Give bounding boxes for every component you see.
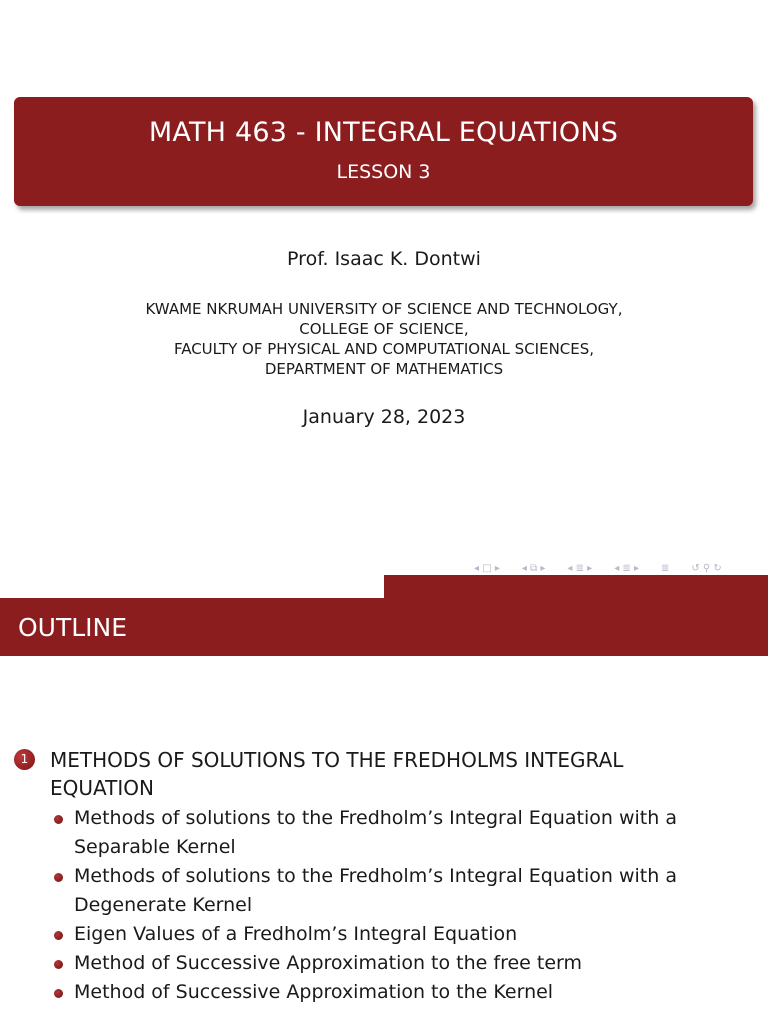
- subsection-list: [14, 804, 714, 1007]
- subsection-link[interactable]: Method of Successive Approximation to the Kernel: [74, 981, 554, 1003]
- subsection-nav-icon[interactable]: ◂ ⧉ ▸: [521, 562, 546, 574]
- list-item: [52, 920, 714, 949]
- navigation-bar: [474, 560, 766, 576]
- subsection-link[interactable]: Method of Successive Approximation to the free term: [74, 952, 583, 974]
- header-accent-block: [384, 575, 768, 598]
- frame-title: OUTLINE: [18, 613, 128, 642]
- presentation-date: January 28, 2023: [302, 406, 466, 428]
- bullet-icon: [54, 931, 63, 940]
- list-item: [52, 978, 714, 1007]
- subsection-link[interactable]: Methods of solutions to the Fredholm’s Integral Equation with a Separable Kernel: [74, 807, 677, 858]
- slide-subtitle: LESSON 3: [336, 161, 431, 183]
- bullet-icon: [54, 960, 63, 969]
- subsection-link[interactable]: Methods of solutions to the Fredholm’s Integral Equation with a Degenerate Kernel: [74, 865, 677, 916]
- outline-section: [14, 746, 714, 1007]
- institution-line: COLLEGE OF SCIENCE,: [299, 320, 469, 338]
- subsection-link[interactable]: Eigen Values of a Fredholm’s Integral Equation: [74, 923, 518, 945]
- section-prev-nav-icon[interactable]: ◂ ≣ ▸: [567, 562, 593, 574]
- author: Prof. Isaac K. Dontwi: [287, 248, 481, 270]
- slide-title: MATH 463 - INTEGRAL EQUATIONS: [148, 117, 619, 148]
- section-nav-icon[interactable]: ◂ ≣ ▸: [614, 562, 639, 574]
- institution-line: FACULTY OF PHYSICAL AND COMPUTATIONAL SCIENCES,: [173, 340, 595, 358]
- section-link[interactable]: METHODS OF SOLUTIONS TO THE FREDHOLMS INTEGRAL EQUATION: [50, 748, 624, 800]
- list-item: [52, 804, 714, 862]
- frame-nav-icon[interactable]: ◂ □ ▸: [474, 562, 500, 574]
- list-item: [52, 949, 714, 978]
- bullet-icon: [54, 815, 63, 824]
- search-nav-icon[interactable]: ↺ ⚲ ↻: [691, 562, 722, 574]
- institution-block: [0, 299, 768, 379]
- section-number-badge[interactable]: 1: [14, 749, 35, 770]
- institution-line: DEPARTMENT OF MATHEMATICS: [264, 360, 504, 378]
- bullet-icon: [54, 989, 63, 998]
- list-item: [52, 862, 714, 920]
- align-nav-icon[interactable]: ≣: [660, 562, 670, 574]
- title-box: [14, 97, 753, 206]
- institution-line: KWAME NKRUMAH UNIVERSITY OF SCIENCE AND TECHNOLOGY,: [145, 300, 623, 318]
- bullet-icon: [54, 873, 63, 882]
